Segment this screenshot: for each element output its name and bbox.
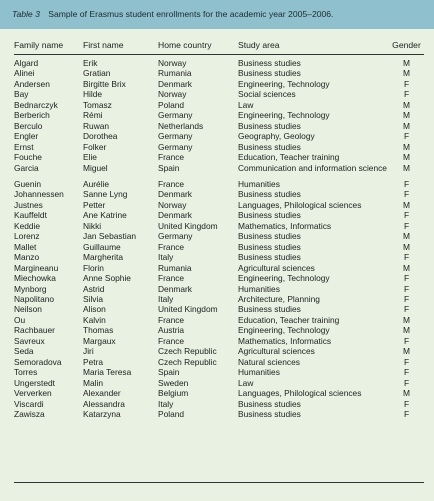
cell-home-country: Denmark <box>158 283 192 294</box>
cell-first-name: Nikki <box>83 220 102 231</box>
table-row <box>14 378 424 388</box>
cell-gender: F <box>403 273 410 284</box>
table-row <box>14 409 424 419</box>
cell-study-area: Mathematics, Informatics <box>238 220 332 231</box>
cell-study-area: Languages, Philological sciences <box>238 199 362 210</box>
cell-gender: M <box>403 162 410 173</box>
cell-first-name: Florin <box>83 262 104 273</box>
cell-first-name: Aurélie <box>83 178 110 189</box>
cell-gender: F <box>403 252 410 263</box>
table-row <box>14 100 424 110</box>
cell-study-area: Business studies <box>238 241 301 252</box>
cell-family-name: Ungerstedt <box>14 377 55 388</box>
table-row <box>14 315 424 325</box>
table-row <box>14 231 424 241</box>
cell-family-name: Napolitano <box>14 293 55 304</box>
cell-home-country: Italy <box>158 293 174 304</box>
cell-study-area: Humanities <box>238 367 280 378</box>
cell-study-area: Education, Teacher training <box>238 152 340 163</box>
table-row <box>14 294 424 304</box>
cell-study-area: Law <box>238 99 254 110</box>
cell-gender: F <box>403 78 410 89</box>
table-row <box>14 79 424 89</box>
table-row <box>14 89 424 99</box>
cell-first-name: Rémi <box>83 110 103 121</box>
cell-family-name: Kauffeldt <box>14 210 47 221</box>
cell-gender: M <box>403 346 410 357</box>
cell-study-area: Social sciences <box>238 89 296 100</box>
cell-family-name: Guenin <box>14 178 42 189</box>
cell-first-name: Silvia <box>83 293 104 304</box>
cell-family-name: Alinei <box>14 68 35 79</box>
table-body <box>14 55 424 420</box>
cell-family-name: Engler <box>14 131 39 142</box>
cell-gender: F <box>403 377 410 388</box>
table-title: Sample of Erasmus student enrollments for the academic year 2005–2006. <box>48 9 334 19</box>
cell-gender: M <box>403 262 410 273</box>
table-row <box>14 189 424 199</box>
cell-family-name: Berculo <box>14 120 43 131</box>
cell-family-name: Ververken <box>14 388 52 399</box>
cell-family-name: Neilson <box>14 304 42 315</box>
cell-study-area: Engineering, Technology <box>238 110 330 121</box>
cell-home-country: France <box>158 314 185 325</box>
cell-study-area: Business studies <box>238 58 301 68</box>
cell-family-name: Fouche <box>14 152 42 163</box>
cell-first-name: Jiri <box>83 346 94 357</box>
cell-family-name: Ernst <box>14 141 34 152</box>
cell-gender: F <box>403 283 410 294</box>
cell-gender: F <box>403 335 410 346</box>
cell-home-country: Norway <box>158 89 187 100</box>
cell-study-area: Education, Teacher training <box>238 314 340 325</box>
cell-gender: M <box>403 231 410 242</box>
cell-gender: M <box>403 110 410 121</box>
cell-home-country: Denmark <box>158 189 192 200</box>
cell-first-name: Hilde <box>83 89 103 100</box>
cell-home-country: Czech Republic <box>158 346 217 357</box>
cell-family-name: Miechowka <box>14 273 56 284</box>
cell-first-name: Malin <box>83 377 104 388</box>
cell-family-name: Semoradova <box>14 356 62 367</box>
cell-gender: M <box>403 68 410 79</box>
cell-gender: M <box>403 141 410 152</box>
cell-gender: F <box>403 89 410 100</box>
cell-home-country: Sweden <box>158 377 189 388</box>
cell-study-area: Business studies <box>238 398 301 409</box>
table-row <box>14 173 424 189</box>
header-home-country: Home country <box>158 33 238 55</box>
cell-first-name: Dorothea <box>83 131 118 142</box>
cell-home-country: Germany <box>158 131 193 142</box>
cell-gender: F <box>403 293 410 304</box>
cell-first-name: Alessandra <box>83 398 125 409</box>
header-first-name: First name <box>83 33 158 55</box>
cell-home-country: France <box>158 273 185 284</box>
table-row <box>14 68 424 78</box>
table-row <box>14 242 424 252</box>
cell-gender: F <box>403 367 410 378</box>
cell-home-country: Rumania <box>158 262 192 273</box>
cell-gender: M <box>403 99 410 110</box>
cell-family-name: Zawisza <box>14 408 45 419</box>
cell-first-name: Katarzyna <box>83 408 121 419</box>
cell-home-country: Czech Republic <box>158 356 217 367</box>
cell-first-name: Sanne Lyng <box>83 189 128 200</box>
table-caption <box>0 0 434 29</box>
cell-gender: F <box>403 131 410 142</box>
cell-study-area: Engineering, Technology <box>238 273 330 284</box>
cell-first-name: Margherita <box>83 252 124 263</box>
table-row <box>14 346 424 356</box>
cell-first-name: Elie <box>83 152 97 163</box>
cell-gender: M <box>403 325 410 336</box>
table-row <box>14 221 424 231</box>
table-row <box>14 163 424 173</box>
cell-home-country: Norway <box>158 199 187 210</box>
table-row <box>14 263 424 273</box>
cell-family-name: Mynborg <box>14 283 47 294</box>
cell-study-area: Business studies <box>238 120 301 131</box>
cell-home-country: Italy <box>158 252 174 263</box>
table-container <box>14 33 424 419</box>
table-row <box>14 210 424 220</box>
cell-study-area: Business studies <box>238 231 301 242</box>
cell-first-name: Gratian <box>83 68 111 79</box>
cell-home-country: Rumania <box>158 68 192 79</box>
cell-family-name: Torres <box>14 367 38 378</box>
cell-family-name: Berberich <box>14 110 50 121</box>
cell-first-name: Kalvin <box>83 314 106 325</box>
cell-study-area: Business studies <box>238 189 301 200</box>
cell-gender: F <box>403 304 410 315</box>
cell-home-country: United Kingdom <box>158 304 218 315</box>
cell-family-name: Garcia <box>14 162 39 173</box>
cell-family-name: Rachbauer <box>14 325 55 336</box>
cell-gender: F <box>403 398 410 409</box>
cell-family-name: Bay <box>14 89 29 100</box>
bottom-rule <box>14 482 424 483</box>
cell-family-name: Algard <box>14 58 39 68</box>
cell-home-country: Poland <box>158 99 185 110</box>
cell-first-name: Petra <box>83 356 104 367</box>
table-row <box>14 252 424 262</box>
cell-home-country: Italy <box>158 398 174 409</box>
cell-gender: F <box>403 189 410 200</box>
cell-study-area: Business studies <box>238 252 301 263</box>
cell-family-name: Johannessen <box>14 189 64 200</box>
cell-study-area: Natural sciences <box>238 356 300 367</box>
table-row <box>14 325 424 335</box>
cell-home-country: Norway <box>158 58 187 68</box>
cell-first-name: Anne Sophie <box>83 273 131 284</box>
cell-gender: F <box>403 178 410 189</box>
cell-family-name: Justnes <box>14 199 43 210</box>
table-row <box>14 284 424 294</box>
cell-first-name: Petter <box>83 199 106 210</box>
table-row <box>14 110 424 120</box>
cell-family-name: Seda <box>14 346 34 357</box>
cell-home-country: Germany <box>158 141 193 152</box>
cell-first-name: Alison <box>83 304 106 315</box>
cell-first-name: Ruwan <box>83 120 110 131</box>
cell-first-name: Thomas <box>83 325 114 336</box>
cell-study-area: Business studies <box>238 141 301 152</box>
header-gender: Gender <box>389 33 424 55</box>
cell-first-name: Tomasz <box>83 99 112 110</box>
table-row <box>14 399 424 409</box>
cell-first-name: Folker <box>83 141 107 152</box>
cell-first-name: Erik <box>83 58 98 68</box>
cell-study-area: Business studies <box>238 408 301 419</box>
cell-first-name: Miguel <box>83 162 108 173</box>
cell-family-name: Bednarczyk <box>14 99 58 110</box>
cell-first-name: Alexander <box>83 388 121 399</box>
table-row <box>14 367 424 377</box>
cell-study-area: Communication and information science <box>238 162 387 173</box>
cell-gender: M <box>403 241 410 252</box>
cell-gender: M <box>403 199 410 210</box>
cell-family-name: Viscardi <box>14 398 44 409</box>
cell-first-name: Ane Katrine <box>83 210 127 221</box>
cell-family-name: Ou <box>14 314 26 325</box>
cell-family-name: Savreux <box>14 335 45 346</box>
cell-family-name: Mallet <box>14 241 37 252</box>
cell-study-area: Agricultural sciences <box>238 346 315 357</box>
cell-home-country: Poland <box>158 408 185 419</box>
table-row <box>14 55 424 69</box>
table-row <box>14 388 424 398</box>
cell-gender: F <box>403 356 410 367</box>
cell-home-country: Germany <box>158 231 193 242</box>
cell-study-area: Law <box>238 377 254 388</box>
cell-home-country: Germany <box>158 110 193 121</box>
table-row <box>14 152 424 162</box>
header-study-area: Study area <box>238 33 389 55</box>
table-row <box>14 121 424 131</box>
cell-study-area: Humanities <box>238 283 280 294</box>
table-row <box>14 273 424 283</box>
cell-family-name: Margineanu <box>14 262 59 273</box>
table-row <box>14 304 424 314</box>
cell-home-country: France <box>158 241 185 252</box>
cell-home-country: Austria <box>158 325 185 336</box>
cell-study-area: Business studies <box>238 304 301 315</box>
cell-home-country: Belgium <box>158 388 189 399</box>
table-row <box>14 357 424 367</box>
cell-home-country: Spain <box>158 367 180 378</box>
cell-gender: M <box>403 120 410 131</box>
cell-home-country: France <box>158 178 185 189</box>
cell-study-area: Engineering, Technology <box>238 325 330 336</box>
cell-study-area: Languages, Philological sciences <box>238 388 362 399</box>
cell-study-area: Business studies <box>238 210 301 221</box>
enrollment-table <box>14 33 424 419</box>
cell-gender: M <box>403 388 410 399</box>
cell-study-area: Geography, Geology <box>238 131 315 142</box>
cell-study-area: Architecture, Planning <box>238 293 320 304</box>
cell-gender: M <box>403 58 410 68</box>
cell-home-country: United Kingdom <box>158 220 218 231</box>
cell-first-name: Margaux <box>83 335 116 346</box>
table-row <box>14 200 424 210</box>
cell-gender: F <box>403 220 410 231</box>
cell-first-name: Guillaume <box>83 241 121 252</box>
cell-family-name: Lorenz <box>14 231 40 242</box>
header-family-name: Family name <box>14 33 83 55</box>
cell-study-area: Agricultural sciences <box>238 262 315 273</box>
cell-home-country: Denmark <box>158 78 192 89</box>
cell-home-country: Spain <box>158 162 180 173</box>
cell-first-name: Jan Sebastian <box>83 231 137 242</box>
header-row <box>14 33 424 55</box>
cell-gender: F <box>403 408 410 419</box>
cell-family-name: Manzo <box>14 252 40 263</box>
cell-study-area: Engineering, Technology <box>238 78 330 89</box>
cell-family-name: Andersen <box>14 78 50 89</box>
table-row <box>14 142 424 152</box>
cell-study-area: Business studies <box>238 68 301 79</box>
cell-home-country: France <box>158 152 185 163</box>
cell-first-name: Birgitte Brix <box>83 78 126 89</box>
table-number: Table 3 <box>12 9 40 19</box>
cell-first-name: Astrid <box>83 283 105 294</box>
cell-home-country: Denmark <box>158 210 192 221</box>
cell-gender: M <box>403 314 410 325</box>
cell-family-name: Keddie <box>14 220 41 231</box>
cell-home-country: France <box>158 335 185 346</box>
cell-first-name: Maria Teresa <box>83 367 132 378</box>
cell-study-area: Humanities <box>238 178 280 189</box>
cell-gender: M <box>403 152 410 163</box>
cell-gender: F <box>403 210 410 221</box>
table-row <box>14 131 424 141</box>
cell-study-area: Mathematics, Informatics <box>238 335 332 346</box>
cell-home-country: Netherlands <box>158 120 204 131</box>
table-row <box>14 336 424 346</box>
